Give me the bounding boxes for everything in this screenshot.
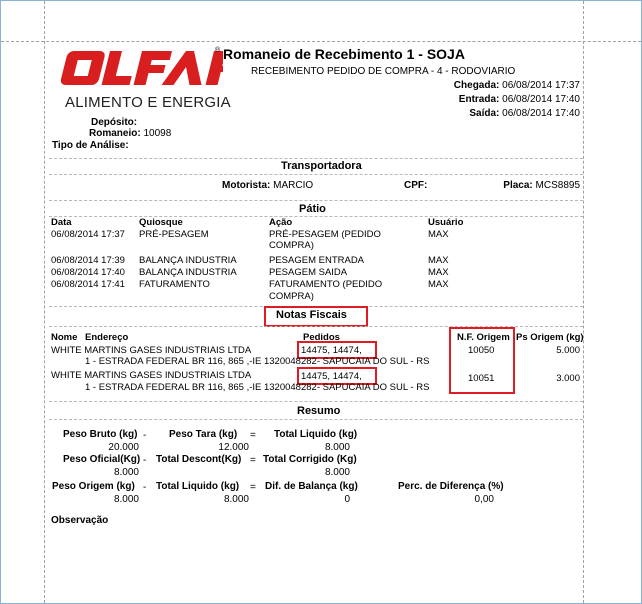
notas-row-pedidos: 14475, 14474, bbox=[301, 371, 362, 382]
total-liquido-2-label: Total Liquido (kg) bbox=[156, 481, 240, 492]
peso-bruto-label: Peso Bruto (kg) bbox=[63, 429, 138, 440]
patio-row-data: 06/08/2014 17:39 bbox=[51, 255, 125, 266]
patio-row-data: 06/08/2014 17:37 bbox=[51, 229, 125, 240]
patio-row-quiosque: BALANÇA INDUSTRIA bbox=[139, 267, 237, 278]
logo-tagline: ALIMENTO E ENERGIA bbox=[65, 94, 231, 111]
peso-origem-value: 8.000 bbox=[113, 494, 139, 505]
notas-header-nome: Nome bbox=[51, 332, 78, 343]
total-corrigido-value: 8.000 bbox=[324, 467, 350, 478]
patio-row-acao: PESAGEM ENTRADA bbox=[269, 255, 365, 266]
minus-operator: - bbox=[143, 430, 147, 441]
patio-row-acao: PESAGEM SAIDA bbox=[269, 267, 348, 278]
divider bbox=[49, 419, 583, 420]
perc-diferenca-label: Perc. de Diferença (%) bbox=[398, 481, 504, 492]
section-title-notas-fiscais: Notas Fiscais bbox=[276, 309, 347, 321]
entrada-value: 06/08/2014 17:40 bbox=[502, 94, 580, 105]
notas-row-nf: 10050 bbox=[468, 345, 495, 356]
minus-operator: - bbox=[143, 455, 147, 466]
patio-header-quiosque: Quiosque bbox=[139, 217, 183, 228]
divider bbox=[49, 401, 583, 402]
motorista-value: MARCIO bbox=[273, 180, 314, 191]
minus-operator: - bbox=[143, 482, 147, 493]
peso-oficial-label: Peso Oficial(Kg) bbox=[63, 454, 141, 465]
placa-row bbox=[503, 180, 580, 191]
divider bbox=[49, 216, 583, 217]
olfar-logo-icon bbox=[57, 47, 223, 91]
patio-row-data: 06/08/2014 17:40 bbox=[51, 267, 125, 278]
total-descont-label: Total Descont(Kg) bbox=[156, 454, 242, 465]
notas-row-nome: WHITE MARTINS GASES INDUSTRIAIS LTDA bbox=[51, 345, 252, 356]
saida-row bbox=[469, 108, 580, 119]
margin-guide-top bbox=[1, 41, 641, 42]
registered-mark-icon: ® bbox=[215, 47, 221, 54]
notas-row-nome: WHITE MARTINS GASES INDUSTRIAIS LTDA bbox=[51, 370, 252, 381]
chegada-value: 06/08/2014 17:37 bbox=[502, 80, 580, 91]
margin-guide-right bbox=[583, 1, 584, 603]
patio-row-acao: FATURAMENTO (PEDIDO bbox=[269, 279, 383, 290]
section-title-transportadora: Transportadora bbox=[281, 160, 362, 172]
section-title-resumo: Resumo bbox=[297, 405, 341, 417]
patio-header-usuario: Usuário bbox=[428, 217, 464, 228]
notas-row-endereco: 1 - ESTRADA FEDERAL BR 116, 865 ,-IE 1320048282- SAPUCAIA DO SUL - RS bbox=[85, 382, 430, 393]
patio-row-acao-cont: COMPRA) bbox=[269, 291, 314, 302]
report-title: Romaneio de Recebimento 1 - SOJA bbox=[223, 46, 465, 62]
patio-row-data: 06/08/2014 17:41 bbox=[51, 279, 125, 290]
divider bbox=[49, 158, 583, 159]
chegada-row bbox=[454, 80, 580, 91]
dif-balanca-value: 0 bbox=[344, 494, 350, 505]
total-liquido-value: 8.000 bbox=[324, 442, 350, 453]
deposito-label: Depósito: bbox=[91, 117, 138, 128]
total-corrigido-label: Total Corrigido (Kg) bbox=[263, 454, 357, 465]
notas-row-endereco: 1 - ESTRADA FEDERAL BR 116, 865 ,-IE 1320048282- SAPUCAIA DO SUL - RS bbox=[85, 356, 430, 367]
observacao-label: Observação bbox=[51, 515, 109, 526]
entrada-label: Entrada: bbox=[458, 94, 500, 105]
patio-row-acao: PRÉ-PESAGEM (PEDIDO bbox=[269, 229, 381, 240]
cpf-label: CPF: bbox=[404, 180, 428, 191]
equals-operator: = bbox=[250, 455, 256, 466]
margin-guide-left bbox=[44, 1, 45, 603]
chegada-label: Chegada: bbox=[453, 80, 500, 91]
divider bbox=[49, 200, 583, 201]
notas-row-ps: 3.000 bbox=[556, 373, 580, 384]
notas-row-pedidos: 14475, 14474, bbox=[301, 345, 362, 356]
perc-diferenca-value: 0,00 bbox=[474, 494, 494, 505]
patio-row-quiosque: PRÉ-PESAGEM bbox=[139, 229, 209, 240]
peso-bruto-value: 20.000 bbox=[108, 442, 139, 453]
motorista-row bbox=[222, 180, 313, 191]
romaneio-value: 10098 bbox=[143, 128, 172, 139]
saida-label: Saída: bbox=[469, 108, 500, 119]
romaneio-row bbox=[89, 128, 171, 139]
notas-header-endereco: Endereço bbox=[85, 332, 129, 343]
patio-row-usuario: MAX bbox=[428, 229, 449, 240]
entrada-row bbox=[459, 94, 580, 105]
notas-header-ps-origem: Ps Origem (kg) bbox=[516, 332, 584, 343]
peso-origem-label: Peso Origem (kg) bbox=[52, 481, 135, 492]
patio-row-usuario: MAX bbox=[428, 267, 449, 278]
peso-tara-label: Peso Tara (kg) bbox=[169, 429, 238, 440]
patio-row-usuario: MAX bbox=[428, 279, 449, 290]
equals-operator: = bbox=[250, 482, 256, 493]
olfar-logo-wordmark: OLFAR bbox=[57, 47, 61, 48]
notas-row-nf: 10051 bbox=[468, 373, 495, 384]
patio-row-usuario: MAX bbox=[428, 255, 449, 266]
report-subtitle: RECEBIMENTO PEDIDO DE COMPRA - 4 - RODOVIARIO bbox=[251, 66, 516, 77]
total-liquido-2-value: 8.000 bbox=[223, 494, 249, 505]
equals-operator: = bbox=[250, 430, 256, 441]
patio-row-acao-cont: COMPRA) bbox=[269, 240, 314, 251]
dif-balanca-label: Dif. de Balança (kg) bbox=[265, 481, 358, 492]
section-title-patio: Pátio bbox=[299, 203, 326, 215]
placa-value: MCS8895 bbox=[535, 180, 580, 191]
patio-header-acao: Ação bbox=[269, 217, 293, 228]
notas-header-nf-origem: N.F. Origem bbox=[457, 332, 510, 343]
patio-header-data: Data bbox=[51, 217, 72, 228]
notas-row-ps: 5.000 bbox=[556, 345, 580, 356]
patio-row-quiosque: BALANÇA INDUSTRIA bbox=[139, 255, 237, 266]
divider bbox=[49, 174, 583, 175]
motorista-label: Motorista: bbox=[222, 180, 271, 191]
patio-row-quiosque: FATURAMENTO bbox=[139, 279, 210, 290]
romaneio-label: Romaneio: bbox=[89, 128, 141, 139]
total-liquido-label: Total Liquido (kg) bbox=[274, 429, 358, 440]
placa-label: Placa: bbox=[503, 180, 533, 191]
notas-header-pedidos: Pedidos bbox=[303, 332, 340, 343]
peso-oficial-value: 8.000 bbox=[113, 467, 139, 478]
peso-tara-value: 12.000 bbox=[218, 442, 249, 453]
cpf-row bbox=[404, 180, 427, 191]
saida-value: 06/08/2014 17:40 bbox=[502, 108, 580, 119]
tipo-analise-label: Tipo de Análise: bbox=[52, 140, 129, 151]
